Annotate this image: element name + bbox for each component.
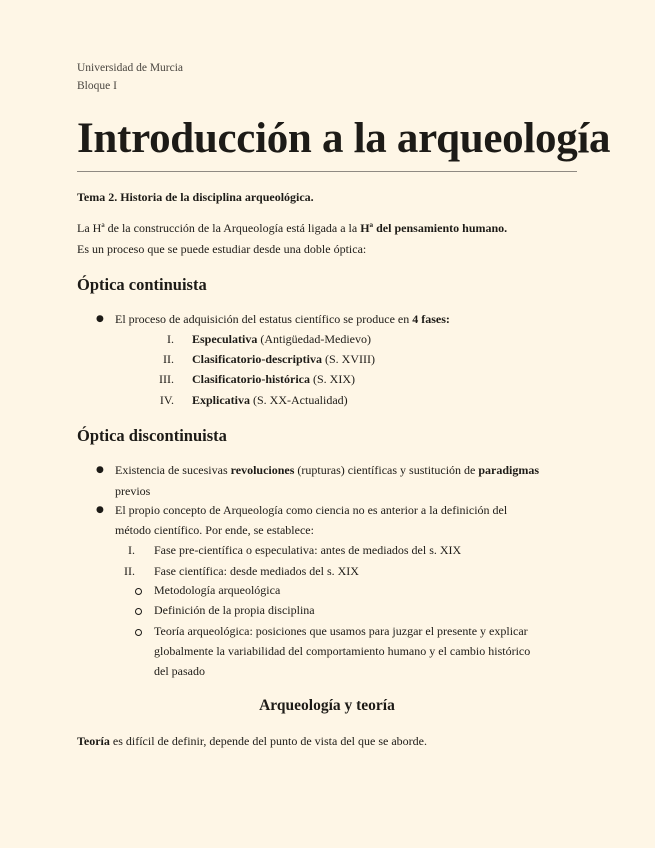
phase-item: Fase pre-científica o especulativa: antes de mediados del s. XIX — [154, 543, 462, 557]
phase-name: Explicativa — [192, 393, 251, 407]
section-heading-continuista: Óptica continuista — [77, 275, 207, 294]
intro-line-1 — [77, 221, 507, 236]
continuista-bullet — [115, 312, 450, 327]
bullet-icon: ● — [96, 465, 104, 475]
phase-number: II. — [124, 564, 135, 578]
phase-name: Clasificatorio-descriptiva — [192, 352, 322, 366]
bullet-bold: 4 fases: — [412, 312, 450, 326]
block-label: Bloque I — [77, 80, 117, 92]
phase-detail: (S. XIX) — [309, 372, 355, 386]
sub-item: Teoría arqueológica: posiciones que usamos para juzgar el presente y explicar — [154, 624, 528, 638]
teoria-paragraph — [77, 734, 427, 749]
teoria-bold: Teoría — [77, 734, 110, 748]
phase-detail: (S. XX-Actualidad) — [250, 393, 348, 407]
phase-item — [192, 372, 355, 387]
page-title: Introducción a la arqueología — [77, 115, 611, 162]
circle-bullet-icon — [135, 608, 142, 615]
circle-bullet-icon — [135, 588, 142, 595]
phase-item — [192, 352, 375, 367]
section-heading-teoria: Arqueología y teoría — [259, 697, 395, 714]
circle-bullet-icon — [135, 629, 142, 636]
phase-number: IV. — [159, 393, 174, 407]
bullet-text: El proceso de adquisición del estatus científico se produce en — [115, 312, 413, 326]
phase-item — [192, 393, 348, 408]
phase-detail: (Antigüedad-Medievo) — [257, 332, 371, 346]
bullet-bold: paradigmas — [478, 463, 540, 477]
teoria-text: es difícil de definir, depende del punto de vista del que se aborde. — [109, 734, 427, 748]
discontinuista-bullet-2: El propio concepto de Arqueología como ciencia no es anterior a la definición del — [115, 503, 508, 517]
phase-number: I. — [167, 332, 174, 346]
phase-name: Especulativa — [192, 332, 258, 346]
sub-item: Metodología arqueológica — [154, 583, 281, 597]
title-divider — [77, 171, 577, 172]
phase-name: Clasificatorio-histórica — [192, 372, 310, 386]
discontinuista-bullet-2-cont: método científico. Por ende, se establece: — [115, 523, 314, 537]
phase-number: I. — [128, 543, 135, 557]
bullet-icon: ● — [96, 314, 104, 324]
phase-item: Fase científica: desde mediados del s. XIX — [154, 564, 359, 578]
sub-item-cont: globalmente la variabilidad del comportamiento humano y el cambio histórico — [154, 644, 531, 658]
phase-number: II. — [163, 352, 174, 366]
phase-item — [192, 332, 371, 347]
discontinuista-bullet-1-cont: previos — [115, 484, 151, 498]
bullet-text: (rupturas) científicas y sustitución de — [294, 463, 479, 477]
intro-bold: Hª del pensamiento humano. — [360, 221, 508, 235]
section-heading-discontinuista: Óptica discontinuista — [77, 426, 227, 445]
sub-item-cont: del pasado — [154, 664, 205, 678]
bullet-text: Existencia de sucesivas — [115, 463, 231, 477]
bullet-icon: ● — [96, 505, 104, 515]
intro-line-2: Es un proceso que se puede estudiar desde una doble óptica: — [77, 242, 367, 256]
intro-text: La Hª de la construcción de la Arqueología está ligada a la — [77, 221, 361, 235]
phase-number: III. — [159, 372, 174, 386]
university-name: Universidad de Murcia — [77, 62, 184, 74]
sub-item: Definición de la propia disciplina — [154, 603, 315, 617]
bullet-bold: revoluciones — [230, 463, 295, 477]
topic-heading: Tema 2. Historia de la disciplina arqueológica. — [77, 190, 314, 204]
phase-detail: (S. XVIII) — [321, 352, 375, 366]
discontinuista-bullet-1 — [115, 463, 539, 478]
